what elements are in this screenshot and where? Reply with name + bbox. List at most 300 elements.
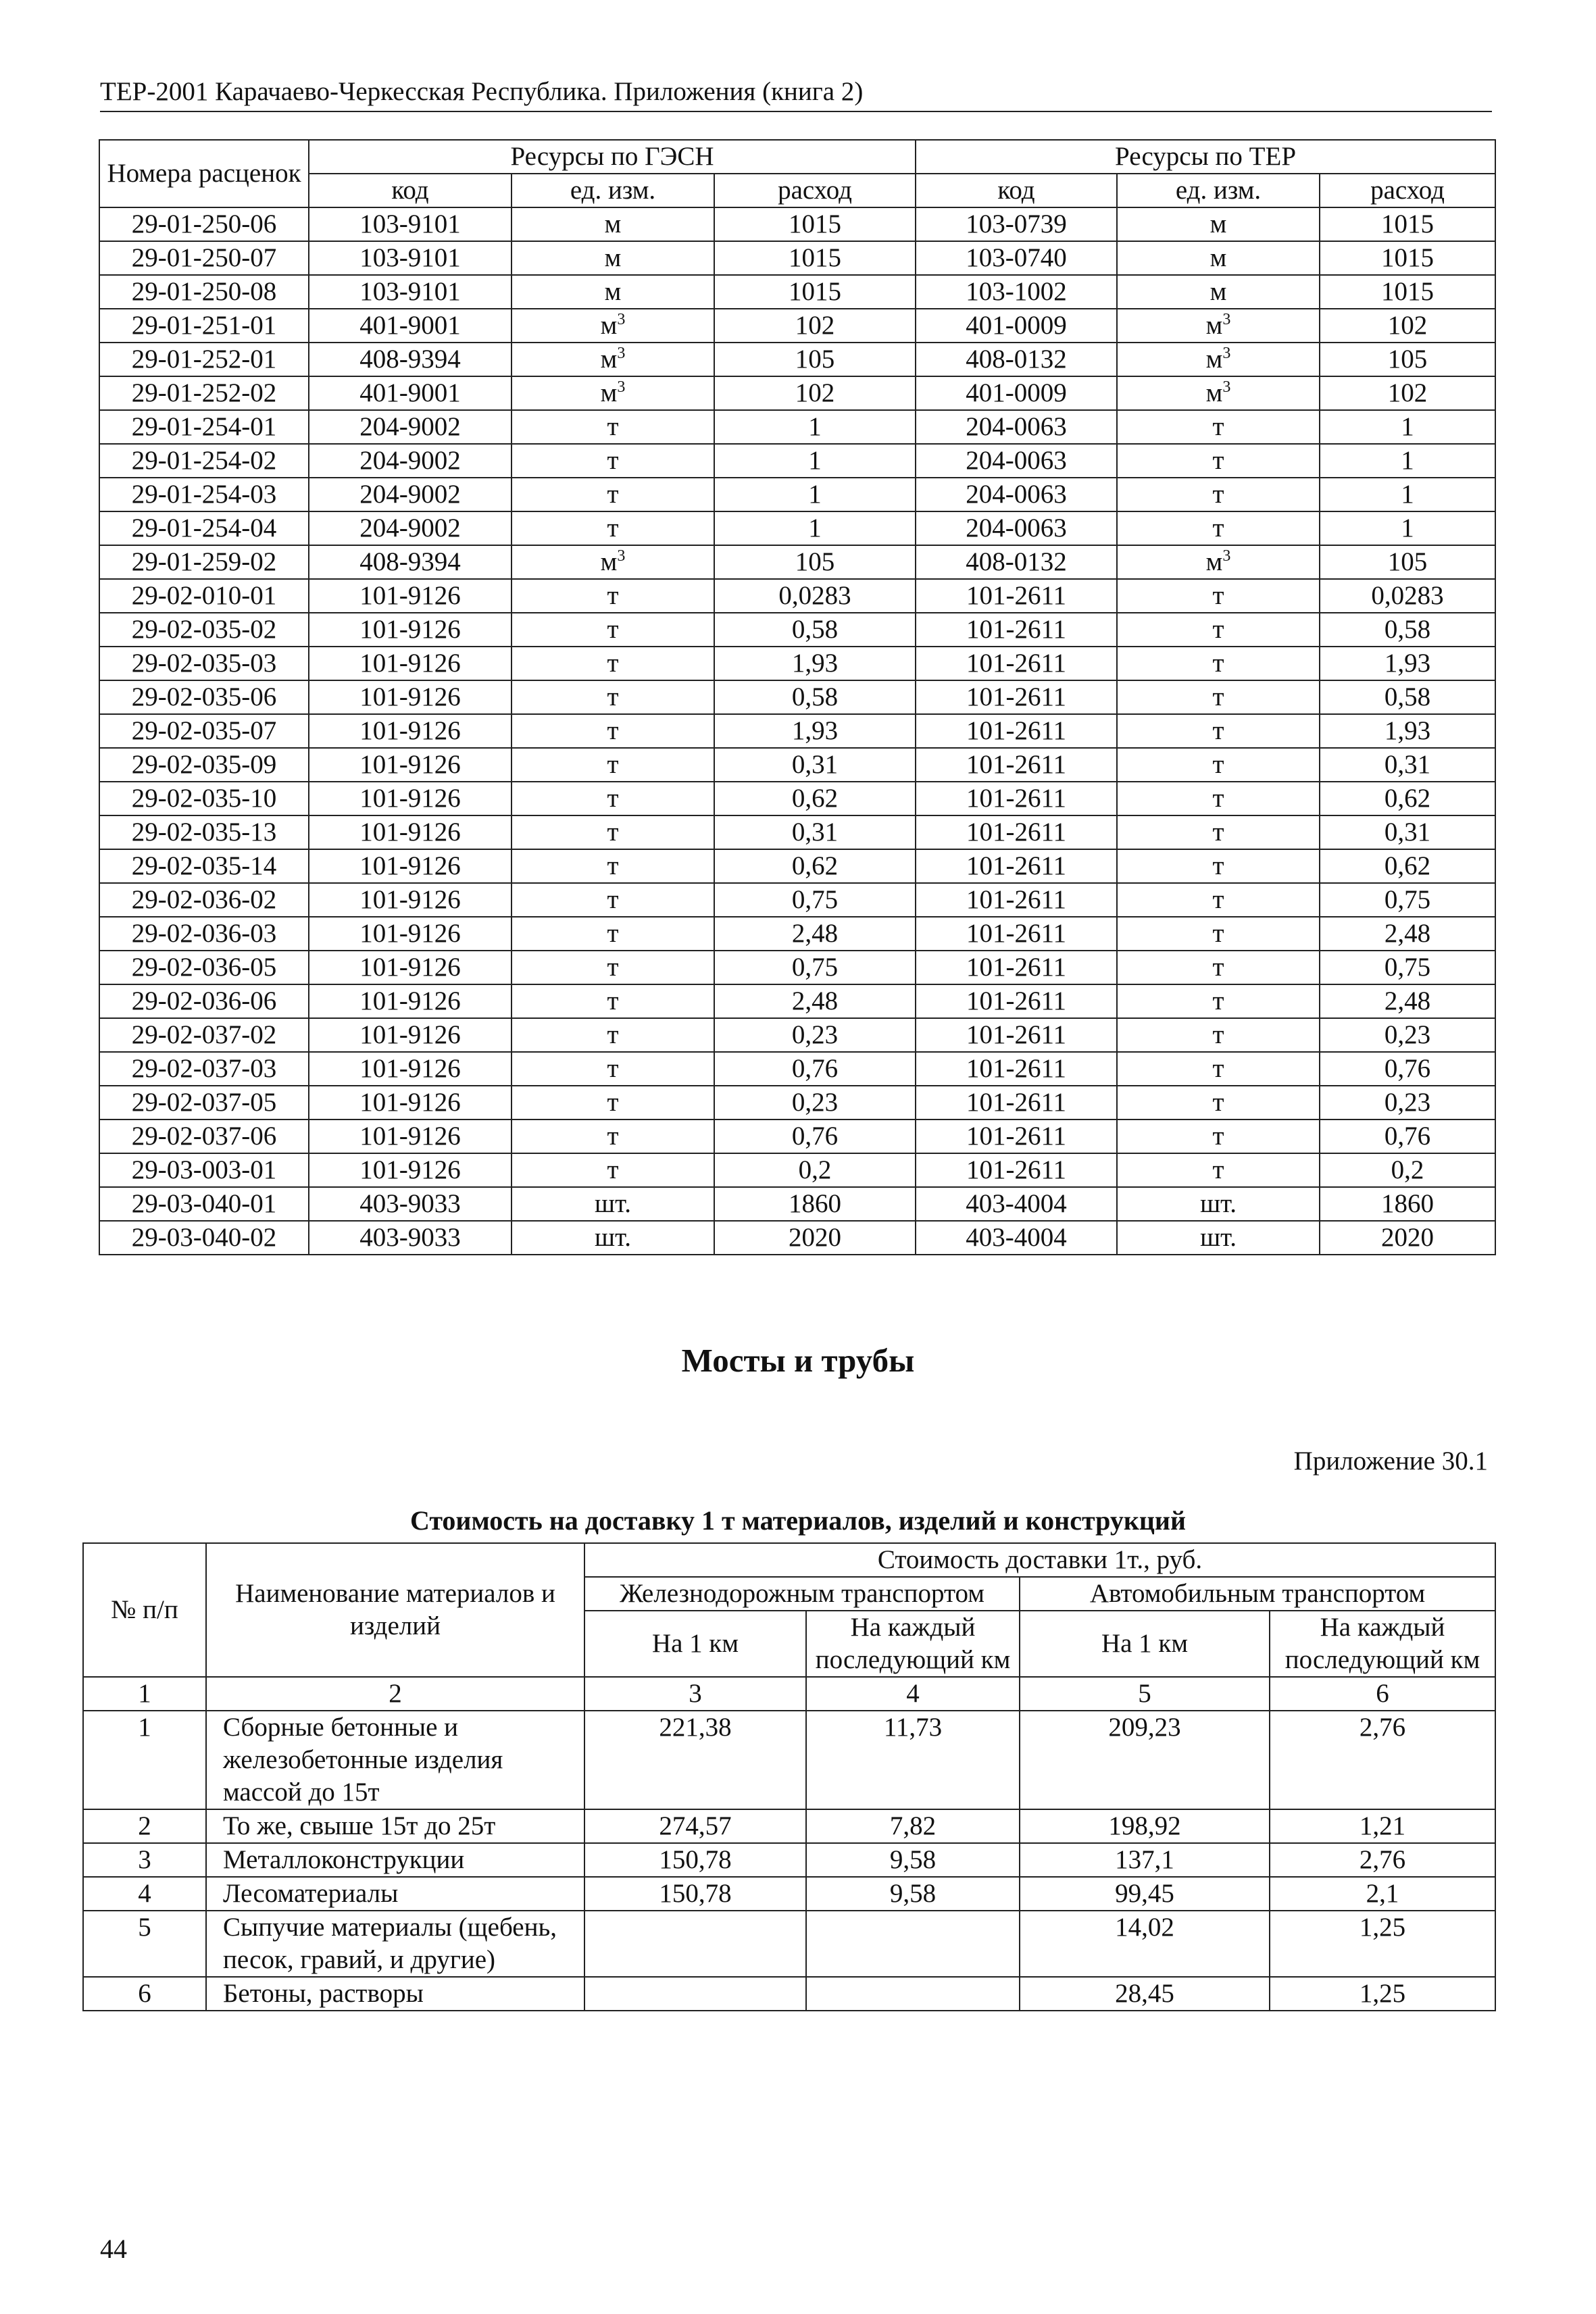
ter-unit-cell-text: т — [1212, 615, 1224, 644]
cost-group-header: Стоимость доставки 1т., руб. — [584, 1543, 1495, 1577]
ter-amount-cell — [1320, 444, 1495, 478]
ter-unit-cell — [1117, 309, 1320, 343]
ter-code-cell — [916, 647, 1117, 680]
gesn-unit-cell-text: т — [607, 1088, 619, 1117]
gesn-unit-cell-text: т — [607, 919, 619, 948]
gesn-amount-cell — [714, 815, 916, 849]
ter-code-cell — [916, 748, 1117, 782]
ter-amount-cell-text: 0,58 — [1384, 682, 1431, 711]
gesn-amount-cell — [714, 207, 916, 241]
ter-code-cell-text: 101-2611 — [966, 885, 1067, 914]
table-row — [99, 1221, 1495, 1255]
ter-code-cell-text: 103-0740 — [966, 243, 1067, 272]
table-row — [99, 951, 1495, 984]
ter-amount-cell — [1320, 1153, 1495, 1187]
rate-number-cell — [99, 647, 309, 680]
ter-code-header: код — [916, 174, 1117, 207]
rate-number-cell-text: 29-01-252-02 — [131, 378, 277, 407]
col-index: 5 — [1020, 1677, 1270, 1711]
rate-number-cell-text: 29-01-250-07 — [131, 243, 277, 272]
gesn-code-cell — [309, 241, 512, 275]
gesn-unit-cell — [512, 680, 714, 714]
ter-unit-cell-text: т — [1212, 682, 1224, 711]
gesn-unit-cell — [512, 579, 714, 613]
ter-unit-cell-text: шт. — [1200, 1223, 1237, 1252]
ter-unit-cell — [1117, 849, 1320, 883]
ter-unit-cell-text: м — [1205, 311, 1223, 340]
ter-amount-cell-text: 2020 — [1381, 1223, 1435, 1252]
gesn-amount-cell — [714, 545, 916, 579]
gesn-amount-cell-text: 1015 — [789, 209, 841, 238]
gesn-unit-cell-text: шт. — [595, 1223, 631, 1252]
gesn-code-cell-text: 101-9126 — [359, 649, 461, 678]
gesn-unit-cell-text: м — [600, 547, 618, 576]
gesn-unit-cell-text: т — [607, 446, 619, 475]
gesn-code-cell-text: 103-9101 — [359, 243, 461, 272]
gesn-code-cell — [309, 579, 512, 613]
rail-each-km-cell: 9,58 — [806, 1877, 1020, 1911]
ter-code-cell-text: 101-2611 — [966, 1020, 1067, 1049]
ter-code-cell — [916, 343, 1117, 376]
material-name-cell: Сборные бетонные и железобетонные изделия массой до 15т — [206, 1711, 584, 1809]
rate-number-cell-text: 29-01-251-01 — [131, 311, 277, 340]
rate-number-cell-text: 29-03-040-02 — [131, 1223, 277, 1252]
rate-number-cell-text: 29-01-254-03 — [131, 480, 277, 509]
ter-amount-cell-text: 1015 — [1381, 209, 1435, 238]
ter-code-cell-text: 101-2611 — [966, 1088, 1067, 1117]
ter-amount-cell — [1320, 815, 1495, 849]
ter-amount-cell — [1320, 275, 1495, 309]
rate-number-cell-text: 29-02-035-02 — [131, 615, 277, 644]
auto-first-km-header: На 1 км — [1020, 1611, 1270, 1677]
gesn-unit-cell-text: т — [607, 1054, 619, 1083]
rate-number-cell — [99, 917, 309, 951]
table-row — [99, 1120, 1495, 1153]
auto-first-km-cell: 209,23 — [1020, 1711, 1270, 1809]
auto-first-km-cell: 99,45 — [1020, 1877, 1270, 1911]
ter-code-cell-text: 103-1002 — [966, 277, 1067, 306]
ter-unit-cell — [1117, 1018, 1320, 1052]
ter-amount-cell — [1320, 748, 1495, 782]
ter-unit-cell-text: м — [1210, 277, 1227, 306]
table-row — [83, 1843, 1495, 1877]
ter-unit-cell-text: т — [1212, 1020, 1224, 1049]
gesn-amount-cell-text: 2,48 — [791, 919, 839, 948]
table-row — [99, 613, 1495, 647]
ter-amount-cell — [1320, 1187, 1495, 1221]
gesn-code-cell-text: 101-9126 — [359, 784, 461, 813]
rate-number-cell — [99, 748, 309, 782]
gesn-code-cell-text: 101-9126 — [359, 1054, 461, 1083]
ter-unit-cell-text: м — [1210, 243, 1227, 272]
ter-amount-cell-text: 1 — [1401, 446, 1414, 475]
gesn-unit-cell-text: т — [607, 716, 619, 745]
gesn-code-cell-text: 401-9001 — [359, 311, 461, 340]
rate-number-cell-text: 29-02-037-02 — [131, 1020, 277, 1049]
table-row — [99, 1187, 1495, 1221]
page-number: 44 — [100, 2234, 127, 2264]
gesn-unit-cell-text: т — [607, 649, 619, 678]
gesn-code-cell-text: 101-9126 — [359, 851, 461, 880]
ter-unit-cell-text: т — [1212, 1155, 1224, 1184]
table-row — [99, 343, 1495, 376]
gesn-unit-cell-text: т — [607, 750, 619, 779]
gesn-code-cell — [309, 748, 512, 782]
gesn-amount-cell — [714, 1018, 916, 1052]
gesn-code-cell-text: 401-9001 — [359, 378, 461, 407]
gesn-group-header: Ресурсы по ГЭСН — [309, 140, 916, 174]
ter-amount-cell-text: 0,75 — [1384, 953, 1431, 982]
rate-number-cell — [99, 1221, 309, 1255]
delivery-cost-table — [82, 1542, 1496, 2011]
unit-exponent: 3 — [1222, 547, 1231, 565]
gesn-unit-cell — [512, 714, 714, 748]
gesn-unit-cell-text: т — [607, 1155, 619, 1184]
gesn-code-cell — [309, 1086, 512, 1120]
rate-number-cell-text: 29-02-037-06 — [131, 1122, 277, 1151]
ter-amount-cell-text: 1 — [1401, 513, 1414, 543]
ter-code-cell — [916, 545, 1117, 579]
gesn-unit-cell — [512, 1153, 714, 1187]
gesn-amount-cell-text: 0,75 — [791, 885, 839, 914]
ter-code-cell-text: 204-0063 — [966, 480, 1067, 509]
ter-code-cell-text: 101-2611 — [966, 953, 1067, 982]
rate-number-cell-text: 29-03-003-01 — [131, 1155, 277, 1184]
ter-unit-cell-text: т — [1212, 480, 1224, 509]
ter-unit-cell — [1117, 951, 1320, 984]
ter-amount-cell-text: 1 — [1401, 412, 1414, 441]
gesn-code-cell — [309, 1120, 512, 1153]
gesn-code-cell — [309, 917, 512, 951]
resources-table — [99, 139, 1496, 1255]
gesn-amount-cell — [714, 984, 916, 1018]
rail-first-km-cell — [584, 1911, 806, 1977]
rate-number-cell — [99, 1120, 309, 1153]
ter-code-cell — [916, 444, 1117, 478]
ter-unit-cell-text: т — [1212, 1088, 1224, 1117]
ter-amount-cell-text: 0,76 — [1384, 1054, 1431, 1083]
gesn-code-cell — [309, 376, 512, 410]
ter-amount-cell-text: 102 — [1387, 311, 1428, 340]
gesn-code-cell-text: 403-9033 — [359, 1223, 461, 1252]
ter-unit-cell — [1117, 647, 1320, 680]
ter-unit-cell — [1117, 343, 1320, 376]
ter-amount-cell-text: 1 — [1401, 480, 1414, 509]
gesn-code-cell — [309, 984, 512, 1018]
gesn-amount-cell-text: 0,76 — [791, 1054, 839, 1083]
table-row — [99, 1153, 1495, 1187]
ter-amount-cell-text: 1,93 — [1384, 649, 1431, 678]
rate-number-cell-text: 29-02-035-06 — [131, 682, 277, 711]
ter-unit-cell-text: т — [1212, 649, 1224, 678]
ter-code-cell-text: 403-4004 — [966, 1223, 1067, 1252]
gesn-unit-cell-text: т — [607, 818, 619, 847]
ter-unit-cell-text: т — [1212, 446, 1224, 475]
ter-unit-cell — [1117, 444, 1320, 478]
ter-unit-cell — [1117, 376, 1320, 410]
gesn-code-cell-text: 101-9126 — [359, 1088, 461, 1117]
ter-unit-cell-text: т — [1212, 581, 1224, 610]
rate-number-cell — [99, 241, 309, 275]
gesn-unit-cell — [512, 1018, 714, 1052]
rate-number-cell — [99, 613, 309, 647]
table-row — [99, 579, 1495, 613]
ter-amount-cell — [1320, 984, 1495, 1018]
ter-amount-cell — [1320, 545, 1495, 579]
rate-number-cell-text: 29-02-035-09 — [131, 750, 277, 779]
gesn-amount-cell — [714, 309, 916, 343]
gesn-amount-cell — [714, 478, 916, 511]
gesn-unit-cell — [512, 1120, 714, 1153]
gesn-amount-cell-text: 0,58 — [791, 615, 839, 644]
ter-code-cell — [916, 1221, 1117, 1255]
rail-first-km-cell: 150,78 — [584, 1843, 806, 1877]
table-caption: Стоимость на доставку 1 т материалов, изделий и конструкций — [409, 1505, 1187, 1536]
ter-code-cell-text: 204-0063 — [966, 412, 1067, 441]
col-name-header: Наименование материалов и изделий — [206, 1543, 584, 1677]
gesn-unit-cell — [512, 917, 714, 951]
ter-amount-cell — [1320, 917, 1495, 951]
table-row — [99, 984, 1495, 1018]
gesn-amount-cell — [714, 1120, 916, 1153]
appendix-label: Приложение 30.1 — [1293, 1447, 1488, 1476]
ter-code-cell — [916, 241, 1117, 275]
table-row — [99, 917, 1495, 951]
gesn-unit-cell — [512, 444, 714, 478]
ter-code-cell — [916, 815, 1117, 849]
ter-code-cell — [916, 478, 1117, 511]
ter-code-cell-text: 101-2611 — [966, 649, 1067, 678]
ter-unit-cell — [1117, 579, 1320, 613]
table-row — [99, 1018, 1495, 1052]
rail-each-km-cell — [806, 1977, 1020, 2011]
table-row — [83, 1877, 1495, 1911]
ter-code-cell-text: 101-2611 — [966, 682, 1067, 711]
ter-amount-cell-text: 102 — [1387, 378, 1428, 407]
ter-code-cell-text: 101-2611 — [966, 1054, 1067, 1083]
table-row — [99, 883, 1495, 917]
ter-code-cell-text: 401-0009 — [966, 378, 1067, 407]
gesn-unit-cell-text: т — [607, 1020, 619, 1049]
ter-code-cell — [916, 984, 1117, 1018]
rail-first-km-header: На 1 км — [584, 1611, 806, 1677]
unit-exponent: 3 — [617, 547, 626, 565]
table-row — [99, 478, 1495, 511]
ter-unit-cell — [1117, 207, 1320, 241]
rate-number-cell-text: 29-01-254-02 — [131, 446, 277, 475]
ter-code-cell — [916, 1052, 1117, 1086]
ter-amount-cell-text: 105 — [1387, 547, 1428, 576]
gesn-amount-cell — [714, 613, 916, 647]
gesn-amount-cell — [714, 782, 916, 815]
gesn-unit-cell — [512, 951, 714, 984]
ter-code-cell — [916, 849, 1117, 883]
table-row — [99, 207, 1495, 241]
gesn-unit-cell — [512, 376, 714, 410]
gesn-amount-cell — [714, 410, 916, 444]
ter-code-cell — [916, 782, 1117, 815]
rate-number-cell — [99, 275, 309, 309]
ter-unit-cell-text: т — [1212, 885, 1224, 914]
gesn-amount-cell-text: 0,31 — [791, 750, 839, 779]
gesn-unit-cell — [512, 478, 714, 511]
gesn-code-cell — [309, 478, 512, 511]
gesn-code-cell-text: 101-9126 — [359, 986, 461, 1015]
gesn-amount-cell-text: 0,76 — [791, 1122, 839, 1151]
ter-unit-cell-text: шт. — [1200, 1189, 1237, 1218]
col-index: 3 — [584, 1677, 806, 1711]
rail-each-km-cell — [806, 1911, 1020, 1977]
gesn-amount-cell-text: 0,62 — [791, 784, 839, 813]
table-row — [83, 1977, 1495, 2011]
gesn-amount-cell — [714, 951, 916, 984]
gesn-unit-cell-text: т — [607, 412, 619, 441]
rate-number-cell-text: 29-02-010-01 — [131, 581, 277, 610]
rate-number-cell — [99, 849, 309, 883]
ter-unit-cell — [1117, 1187, 1320, 1221]
ter-amount-cell-text: 1,93 — [1384, 716, 1431, 745]
gesn-code-cell-text: 101-9126 — [359, 1155, 461, 1184]
rate-number-cell — [99, 309, 309, 343]
gesn-unit-cell-text: м — [600, 345, 618, 374]
ter-unit-header: ед. изм. — [1117, 174, 1320, 207]
gesn-amount-cell-text: 105 — [795, 345, 835, 374]
rail-each-km-header: На каждый последующий км — [806, 1611, 1020, 1677]
rail-each-km-cell: 9,58 — [806, 1843, 1020, 1877]
ter-code-cell-text: 101-2611 — [966, 716, 1067, 745]
rate-number-cell-text: 29-01-250-06 — [131, 209, 277, 238]
gesn-code-cell — [309, 782, 512, 815]
gesn-code-cell — [309, 815, 512, 849]
ter-unit-cell — [1117, 1153, 1320, 1187]
gesn-amount-cell — [714, 849, 916, 883]
gesn-amount-cell — [714, 579, 916, 613]
gesn-amount-cell — [714, 343, 916, 376]
gesn-code-cell-text: 204-9002 — [359, 446, 461, 475]
gesn-amount-cell-text: 0,62 — [791, 851, 839, 880]
ter-amount-cell — [1320, 410, 1495, 444]
gesn-code-cell-text: 101-9126 — [359, 1122, 461, 1151]
gesn-unit-cell — [512, 241, 714, 275]
gesn-unit-cell — [512, 782, 714, 815]
gesn-amount-cell — [714, 1221, 916, 1255]
gesn-amount-cell-text: 1,93 — [791, 649, 839, 678]
gesn-amount-cell-text: 102 — [795, 378, 835, 407]
rate-number-cell — [99, 680, 309, 714]
row-number-cell: 3 — [83, 1843, 206, 1877]
rate-number-cell — [99, 444, 309, 478]
rate-number-cell-text: 29-01-259-02 — [131, 547, 277, 576]
material-name-cell: Бетоны, растворы — [206, 1977, 584, 2011]
ter-amount-cell-text: 0,76 — [1384, 1122, 1431, 1151]
gesn-unit-cell-text: м — [604, 277, 622, 306]
ter-code-cell-text: 408-0132 — [966, 547, 1067, 576]
gesn-code-cell — [309, 545, 512, 579]
gesn-code-cell — [309, 680, 512, 714]
rail-each-km-cell: 11,73 — [806, 1711, 1020, 1809]
ter-unit-cell — [1117, 613, 1320, 647]
ter-amount-cell — [1320, 782, 1495, 815]
ter-unit-cell-text: т — [1212, 716, 1224, 745]
gesn-unit-cell-text: м — [600, 378, 618, 407]
gesn-code-cell — [309, 1187, 512, 1221]
ter-amount-cell-text: 105 — [1387, 345, 1428, 374]
ter-unit-cell — [1117, 241, 1320, 275]
gesn-amount-cell-text: 1,93 — [791, 716, 839, 745]
gesn-code-cell — [309, 883, 512, 917]
ter-amount-cell — [1320, 714, 1495, 748]
ter-unit-cell-text: т — [1212, 1054, 1224, 1083]
gesn-amount-header: расход — [714, 174, 916, 207]
ter-amount-cell — [1320, 1052, 1495, 1086]
gesn-code-cell-text: 204-9002 — [359, 412, 461, 441]
gesn-code-cell-text: 408-9394 — [359, 547, 461, 576]
ter-amount-cell — [1320, 207, 1495, 241]
ter-code-cell — [916, 376, 1117, 410]
gesn-code-cell-text: 103-9101 — [359, 277, 461, 306]
gesn-code-cell — [309, 511, 512, 545]
rate-number-cell — [99, 714, 309, 748]
table-row — [99, 511, 1495, 545]
ter-unit-cell — [1117, 1052, 1320, 1086]
ter-unit-cell-text: т — [1212, 784, 1224, 813]
rail-first-km-cell — [584, 1977, 806, 2011]
ter-code-cell — [916, 579, 1117, 613]
table-row — [99, 410, 1495, 444]
gesn-amount-cell-text: 1 — [808, 412, 822, 441]
rate-number-cell — [99, 207, 309, 241]
col-num-header: № п/п — [83, 1543, 206, 1677]
ter-amount-cell — [1320, 241, 1495, 275]
ter-unit-cell-text: т — [1212, 412, 1224, 441]
table-row — [99, 545, 1495, 579]
gesn-amount-cell — [714, 241, 916, 275]
unit-exponent: 3 — [1222, 378, 1231, 396]
gesn-amount-cell — [714, 376, 916, 410]
rail-first-km-cell: 150,78 — [584, 1877, 806, 1911]
ter-amount-cell — [1320, 579, 1495, 613]
ter-unit-cell — [1117, 680, 1320, 714]
ter-amount-cell — [1320, 680, 1495, 714]
ter-unit-cell — [1117, 275, 1320, 309]
ter-code-cell-text: 101-2611 — [966, 615, 1067, 644]
gesn-code-cell-text: 101-9126 — [359, 818, 461, 847]
gesn-amount-cell-text: 0,0283 — [778, 581, 851, 610]
rate-number-cell — [99, 511, 309, 545]
gesn-amount-cell — [714, 883, 916, 917]
gesn-code-cell-text: 101-9126 — [359, 716, 461, 745]
rate-number-cell — [99, 343, 309, 376]
gesn-code-cell — [309, 343, 512, 376]
ter-unit-cell-text: т — [1212, 1122, 1224, 1151]
ter-amount-cell — [1320, 849, 1495, 883]
gesn-amount-cell — [714, 511, 916, 545]
rate-number-cell — [99, 815, 309, 849]
ter-unit-cell-text: м — [1210, 209, 1227, 238]
rail-group-header: Железнодорожным транспортом — [584, 1577, 1020, 1611]
rate-number-cell — [99, 1018, 309, 1052]
rate-number-cell-text: 29-02-037-05 — [131, 1088, 277, 1117]
gesn-amount-cell — [714, 917, 916, 951]
auto-first-km-cell: 14,02 — [1020, 1911, 1270, 1977]
ter-amount-cell-text: 0,31 — [1384, 750, 1431, 779]
gesn-code-cell — [309, 647, 512, 680]
ter-code-cell — [916, 1018, 1117, 1052]
gesn-code-cell-text: 103-9101 — [359, 209, 461, 238]
gesn-unit-cell-text: т — [607, 480, 619, 509]
gesn-code-cell-text: 101-9126 — [359, 953, 461, 982]
table-row — [83, 1711, 1495, 1809]
